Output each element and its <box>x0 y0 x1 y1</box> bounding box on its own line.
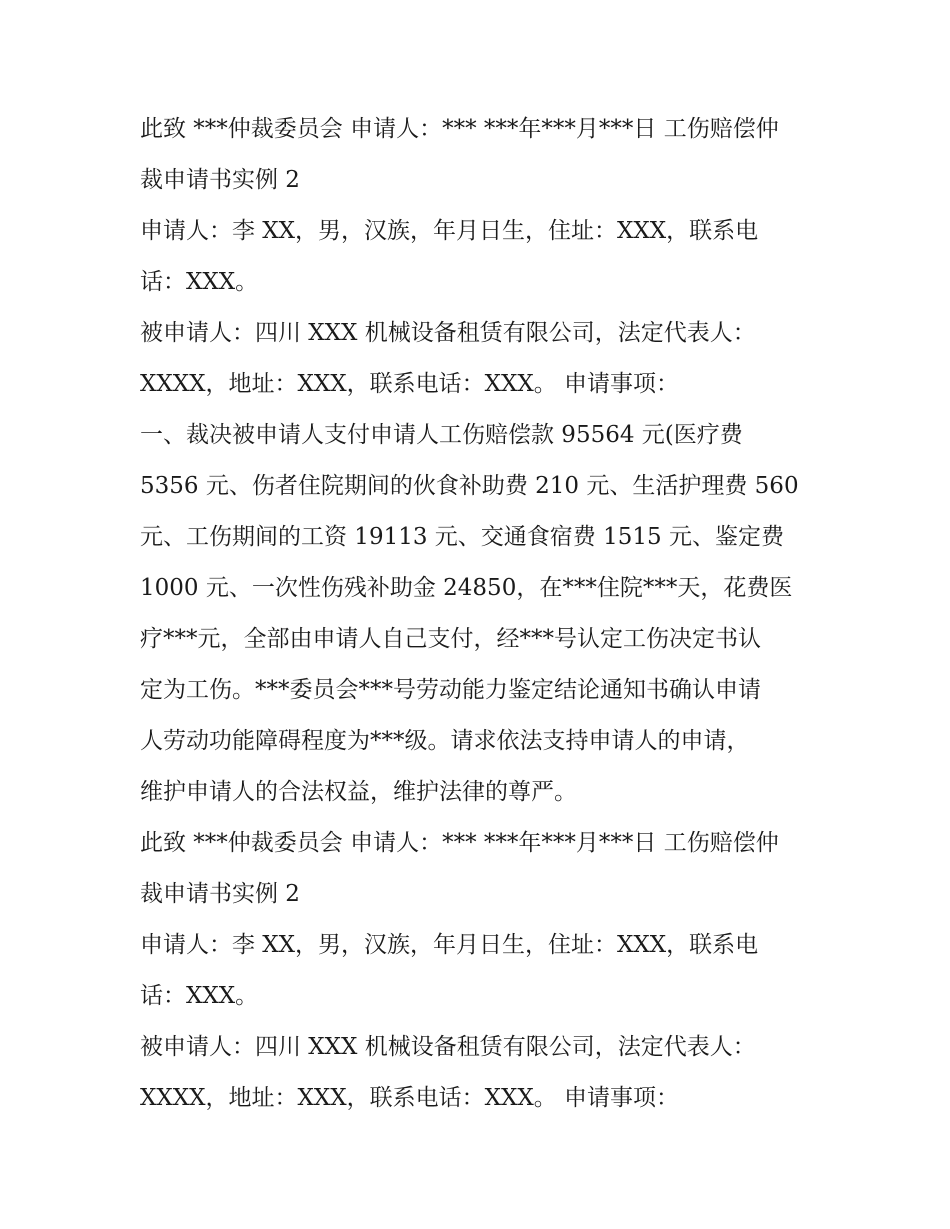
document-body <box>140 104 810 1124</box>
text-line: 元、工伤期间的工资 19113 元、交通食宿费 1515 元、鉴定费 <box>140 524 784 550</box>
text-line: 1000 元、一次性伤残补助金 24850，在***住院***天，花费医 <box>140 575 793 601</box>
text-line: 申请人：李 XX，男，汉族，年月日生，住址：XXX，联系电 <box>140 932 759 958</box>
text-line: 裁申请书实例 2 <box>140 881 300 907</box>
text-line: 裁申请书实例 2 <box>140 167 300 193</box>
text-line: 被申请人：四川 XXX 机械设备租赁有限公司，法定代表人： <box>140 320 756 346</box>
paragraph-claims <box>140 410 810 818</box>
paragraph-respondent-1 <box>140 308 810 410</box>
text-line: 申请人：李 XX，男，汉族，年月日生，住址：XXX，联系电 <box>140 218 759 244</box>
paragraph-closing-2 <box>140 818 810 920</box>
paragraph-applicant-2 <box>140 920 810 1022</box>
text-line: 一、裁决被申请人支付申请人工伤赔偿款 95564 元(医疗费 <box>140 422 743 448</box>
text-line: XXXX，地址：XXX，联系电话：XXX。 申请事项： <box>140 1085 680 1111</box>
paragraph-respondent-2 <box>140 1022 810 1124</box>
text-line: 此致 ***仲裁委员会 申请人：*** ***年***月***日 工伤赔偿仲 <box>140 116 779 142</box>
text-line: 话：XXX。 <box>140 983 259 1009</box>
text-line: 维护申请人的合法权益，维护法律的尊严。 <box>140 779 577 805</box>
text-line: XXXX，地址：XXX，联系电话：XXX。 申请事项： <box>140 371 680 397</box>
text-line: 疗***元，全部由申请人自己支付，经***号认定工伤决定书认 <box>140 626 761 652</box>
text-line: 定为工伤。***委员会***号劳动能力鉴定结论通知书确认申请 <box>140 677 761 703</box>
paragraph-applicant-1 <box>140 206 810 308</box>
text-line: 话：XXX。 <box>140 269 259 295</box>
text-line: 人劳动功能障碍程度为***级。请求依法支持申请人的申请， <box>140 728 750 754</box>
paragraph-closing-1 <box>140 104 810 206</box>
text-line: 此致 ***仲裁委员会 申请人：*** ***年***月***日 工伤赔偿仲 <box>140 830 779 856</box>
text-line: 被申请人：四川 XXX 机械设备租赁有限公司，法定代表人： <box>140 1034 756 1060</box>
text-line: 5356 元、伤者住院期间的伙食补助费 210 元、生活护理费 560 <box>140 473 799 499</box>
